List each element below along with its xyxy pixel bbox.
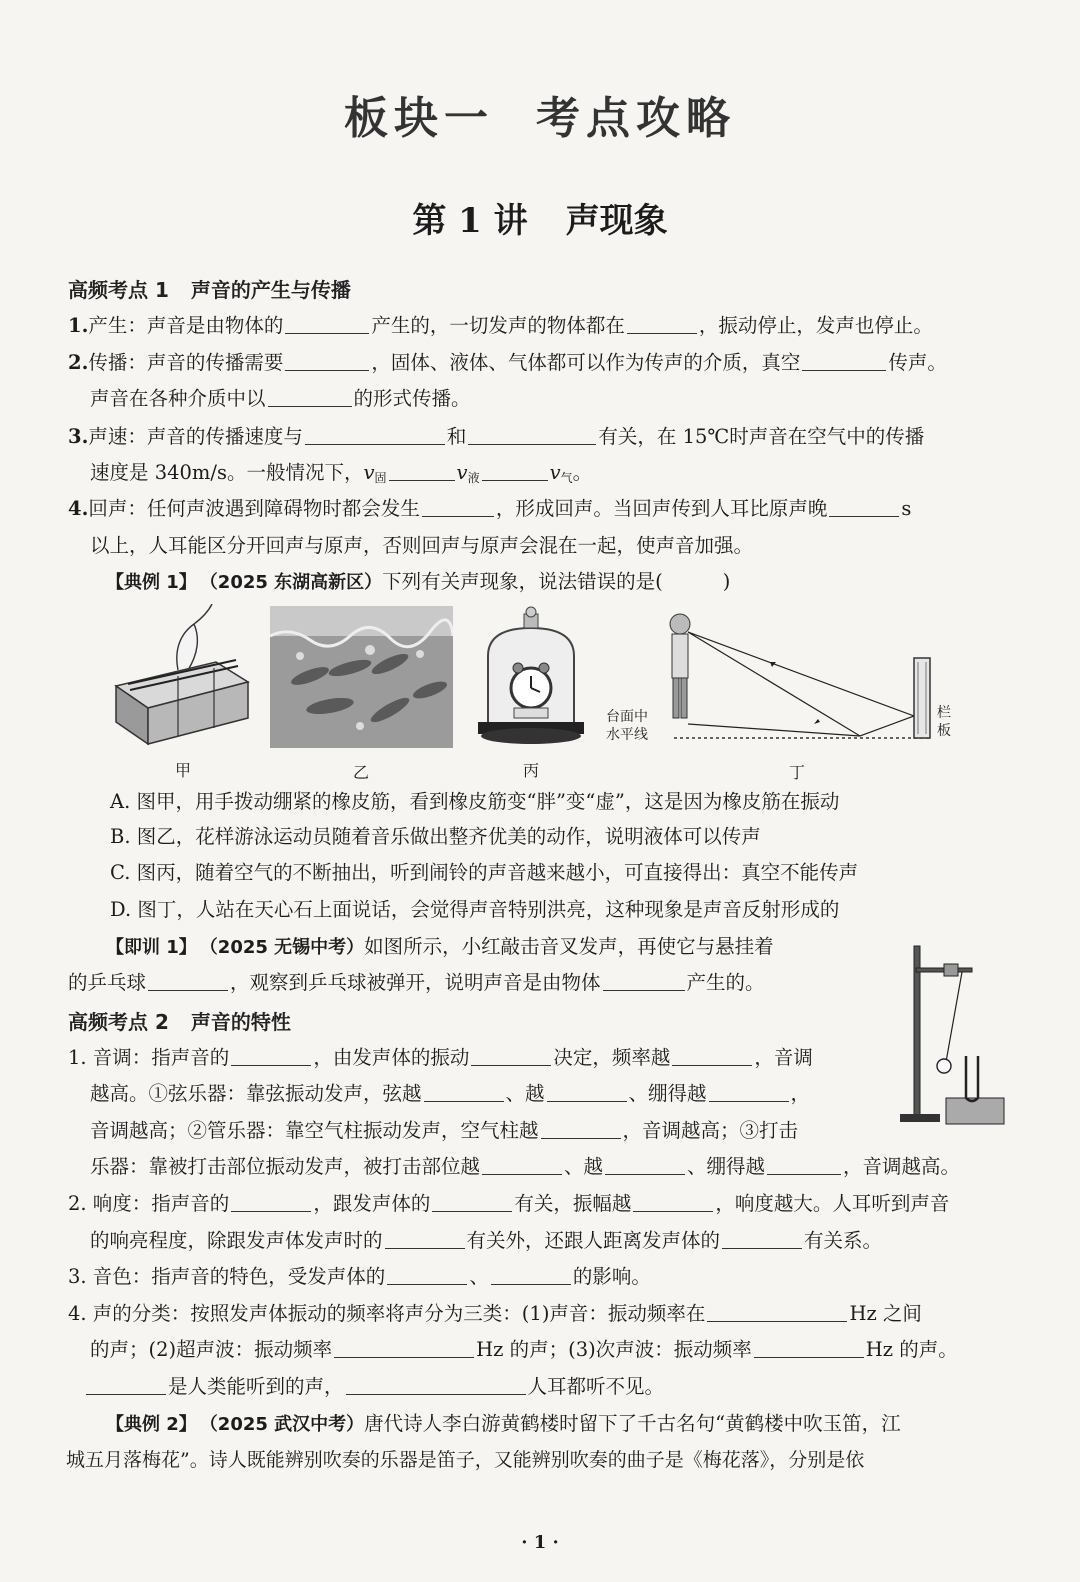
drill1-line1 [106,934,774,961]
s1-item1-text-a: 产生：声音是由物体的 [88,314,284,337]
label-fence: 栏 板 [937,705,951,739]
part-title-b: 考点攻略 [536,93,736,144]
s1-item2-text-b: ，固体、液体、气体都可以作为传声的介质，真空 [371,351,801,374]
s1-item3-line2-a: 速度是 340m/s。一般情况下， [90,461,364,484]
s1-item3-text-b: 和 [446,425,467,448]
s1-item1 [68,313,933,339]
s2-l6-b: 有关外，还跟人距离发声体的 [466,1229,721,1252]
answer-blank[interactable] [285,350,369,371]
s2-l9-c: Hz 的声。 [865,1338,958,1361]
answer-blank[interactable] [754,1337,864,1358]
section1-title: 声音的产生与传播 [190,278,351,302]
section2-number: 高频考点 2 [68,1010,169,1034]
s2-l8-a: 4. 声的分类：按照发声体振动的频率将声分为三类：(1)声音：振动频率在 [68,1302,706,1325]
fence-panel [914,658,930,738]
s2-l3-b: ，音调越高；③打击 [622,1119,799,1142]
drill1-text-c: 产生的。 [686,971,765,994]
s1-item2 [68,350,947,376]
s1-item4-text-c: s [901,497,912,520]
example2-tag: 【典例 2】 [106,1414,197,1435]
s2-line7 [68,1264,651,1290]
clamp [944,964,958,976]
drill1-source: （2025 无锡中考） [208,937,365,958]
answer-blank[interactable] [603,970,685,991]
s2-l6-a: 的响亮程度，除跟发声体发声时的 [90,1229,383,1252]
v-symbol: v [549,461,561,484]
s2-l3-a: 音调越高；②管乐器：靠空气柱振动发声，空气柱越 [90,1119,539,1142]
s1-item4-text-a: 回声：任何声波遇到障碍物时都会发生 [88,497,420,520]
s2-l6-c: 有关系。 [804,1229,883,1252]
fig-label-ding: 丁 [788,763,805,782]
section2-heading [68,1006,291,1035]
s2-line9 [90,1337,958,1363]
part-title [0,82,1080,146]
example1-tag: 【典例 1】 [106,572,197,593]
example1-option-d[interactable]: D. 图丁，人站在天心石上面说话，会觉得声音特别洪亮，这种现象是声音反射形成的 [110,898,840,921]
example2-source: （2025 武汉中考） [208,1414,365,1435]
fig-label-jia: 甲 [174,761,191,780]
example1-option-a[interactable]: A. 图甲，用手拨动绷紧的橡皮筋，看到橡皮筋变“胖”变“虚”，这是因为橡皮筋在振动 [110,790,840,813]
s2-l2-b: 、越 [505,1082,545,1105]
answer-blank[interactable] [385,1228,465,1249]
s1-item1-num: 1. [68,314,89,337]
s1-item3-num: 3. [68,425,89,448]
s2-l7-b: 、 [469,1265,489,1288]
answer-blank[interactable] [86,1374,166,1395]
s2-line10 [86,1374,664,1400]
v-symbol: v [363,461,375,484]
s1-item4 [68,496,911,522]
lesson-name: 声现象 [565,201,668,241]
answer-blank[interactable] [767,1154,841,1175]
v-subscript-solid: 固 [374,471,387,485]
fig-label-yi: 乙 [352,763,369,782]
s2-l10-b: 人耳都听不见。 [527,1375,665,1398]
s2-l7-a: 3. 音色：指声音的特色，受发声体的 [68,1265,386,1288]
s2-l10-a: 是人类能听到的声， [168,1375,344,1398]
answer-blank[interactable] [231,1045,311,1066]
s2-l4-d: ，音调越高。 [843,1155,961,1178]
part-title-a: 板块一 [344,93,494,144]
s1-item3-line2 [90,460,592,491]
clock-bell-right [539,663,549,673]
s1-item4-text-b: ，形成回声。当回声传到人耳比原声晚 [495,497,828,520]
answer-blank[interactable] [285,313,369,334]
thread [946,972,962,1062]
s1-item2-text-c: 传声。 [888,351,947,374]
example1-option-b[interactable]: B. 图乙，花样游泳运动员随着音乐做出整齐优美的动作，说明液体可以传声 [110,825,761,848]
s2-l5-d: ，响度越大。人耳听到声音 [715,1192,950,1215]
s2-line2 [90,1081,810,1107]
answer-blank[interactable] [389,460,455,481]
figure-yi-synchronized-swimming [270,606,453,748]
answer-blank[interactable] [802,350,886,371]
answer-blank[interactable] [605,1154,685,1175]
s2-l5-b: ，跟发声体的 [313,1192,431,1215]
s2-l1-c: 决定，频率越 [553,1046,671,1069]
label-platform-level: 台面中 水平线 [606,709,648,743]
tuning-fork-icon [966,1056,978,1101]
answer-blank[interactable] [432,1191,512,1212]
water-surface [270,606,453,636]
page-number: · 1 · [521,1532,559,1553]
s2-l2-c: 、绷得越 [628,1082,707,1105]
drill1-text: 如图所示，小红敲击音叉发声，再使它与悬挂着 [364,935,774,958]
s2-l2-d: ， [790,1082,811,1105]
answer-blank[interactable] [346,1374,526,1395]
drill1-text-a: 的乒乓球 [68,971,147,994]
ping-pong-ball [937,1059,951,1073]
answer-blank[interactable] [387,1264,467,1285]
example2-text: 唐代诗人李白游黄鹤楼时留下了千古名句“黄鹤楼中吹玉笛，江 [364,1412,901,1435]
s2-l1-b: ，由发声体的振动 [313,1046,470,1069]
s2-l1-d: ，音调 [754,1046,813,1069]
s2-line6 [90,1228,882,1254]
jar-base-plate [481,728,581,744]
sound-ray [688,724,860,736]
s1-item1-text-b: 产生的，一切发声的物体都在 [371,314,625,337]
v-symbol: v [456,461,468,484]
s2-l9-b: Hz 的声；(3)次声波：振动频率 [476,1338,752,1361]
s1-item4-num: 4. [68,497,89,520]
person-leg [681,678,687,718]
clock-bell-left [513,663,523,673]
lesson-title [0,193,1080,242]
jar-knob-top [526,607,536,617]
hand-icon [177,604,212,670]
example2-line1 [106,1411,901,1438]
s1-item3-line2-end: 。 [572,461,593,484]
answer-blank[interactable] [547,1081,627,1102]
s1-item3-text-c: 有关，在 15℃时声音在空气中的传播 [598,425,925,448]
s2-l9-a: 的声；(2)超声波：振动频率 [90,1338,333,1361]
answer-blank[interactable] [541,1118,621,1139]
s1-item4-line2: 以上，人耳能区分开回声与原声，否则回声与原声会混在一起，使声音加强。 [90,534,754,557]
figure-bing-bell-jar [476,606,586,751]
s2-l2-a: 越高。①弦乐器：靠弦振动发声，弦越 [90,1082,422,1105]
s1-item3-text-a: 声速：声音的传播速度与 [88,425,303,448]
answer-blank[interactable] [627,313,697,334]
answer-blank[interactable] [829,496,899,517]
answer-blank[interactable] [468,424,596,445]
example2-line2: 城五月落梅花”。诗人既能辨别吹奏的乐器是笛子，又能辨别吹奏的曲子是《梅花落》，分别是依 [66,1449,865,1471]
answer-blank[interactable] [722,1228,802,1249]
s2-l4-b: 、越 [564,1155,604,1178]
answer-blank[interactable] [633,1191,713,1212]
answer-blank[interactable] [422,496,494,517]
s1-item2-text-a: 传播：声音的传播需要 [88,351,284,374]
stand-base [900,1114,940,1122]
example1-answer-paren: ) [722,570,731,593]
clock-stand [514,708,548,718]
answer-blank[interactable] [334,1337,474,1358]
answer-blank[interactable] [482,1154,562,1175]
example1-question: 下列有关声现象，说法错误的是( [382,570,663,593]
s2-l1-a: 1. 音调：指声音的 [68,1046,230,1069]
person-head [670,614,690,634]
s1-item2-line2 [90,386,471,412]
figure-jia-rubber-band-box [108,604,258,749]
drill1-tag: 【即训 1】 [106,937,197,958]
v-subscript-gas: 气 [560,471,573,485]
s2-l8-b: Hz 之间 [849,1302,922,1325]
answer-blank[interactable] [709,1081,789,1102]
s2-l5-c: 有关，振幅越 [514,1192,632,1215]
lesson-number: 第 1 讲 [412,201,528,241]
section1-heading [68,274,351,303]
s2-line3 [90,1118,798,1144]
s1-item3 [68,424,924,450]
figure-tuning-fork-pingpong [894,938,1014,1138]
answer-blank[interactable] [707,1301,847,1322]
answer-blank[interactable] [268,386,352,407]
s1-item2-line2-a: 声音在各种介质中以 [90,387,266,410]
drill1-line2 [68,970,765,996]
s2-l4-c: 、绷得越 [687,1155,766,1178]
s1-item1-text-c: ，振动停止，发声也停止。 [698,314,933,337]
person-body [672,634,688,678]
sound-ray [688,632,914,736]
answer-blank[interactable] [424,1081,504,1102]
example1-stem [106,569,730,596]
answer-blank[interactable] [231,1191,311,1212]
section2-title: 声音的特性 [190,1010,291,1034]
answer-blank[interactable] [471,1045,551,1066]
s2-line5 [68,1191,949,1217]
v-subscript-liquid: 液 [467,471,480,485]
answer-blank[interactable] [491,1264,571,1285]
s2-line8 [68,1301,922,1327]
s2-line1 [68,1045,813,1071]
resonance-box [946,1098,1004,1124]
s2-l4-a: 乐器：靠被打击部位振动发声，被打击部位越 [90,1155,481,1178]
example1-source: （2025 东湖高新区） [208,572,383,593]
example1-option-c[interactable]: C. 图丙，随着空气的不断抽出，听到闹铃的声音越来越小，可直接得出：真空不能传声 [110,861,859,884]
drill1-text-b: ，观察到乒乓球被弹开，说明声音是由物体 [230,971,601,994]
fig-label-bing: 丙 [522,761,539,780]
s1-item2-num: 2. [68,351,89,374]
section1-number: 高频考点 1 [68,278,169,302]
answer-blank[interactable] [148,970,228,991]
s2-l7-c: 的影响。 [572,1265,651,1288]
s2-line4 [90,1154,960,1180]
s1-item2-line2-b: 的形式传播。 [353,387,471,410]
answer-blank[interactable] [672,1045,752,1066]
person-leg [673,678,679,718]
s2-l5-a: 2. 响度：指声音的 [68,1192,230,1215]
answer-blank[interactable] [305,424,445,445]
figure-ding-echo-diagram [660,612,950,744]
answer-blank[interactable] [482,460,548,481]
